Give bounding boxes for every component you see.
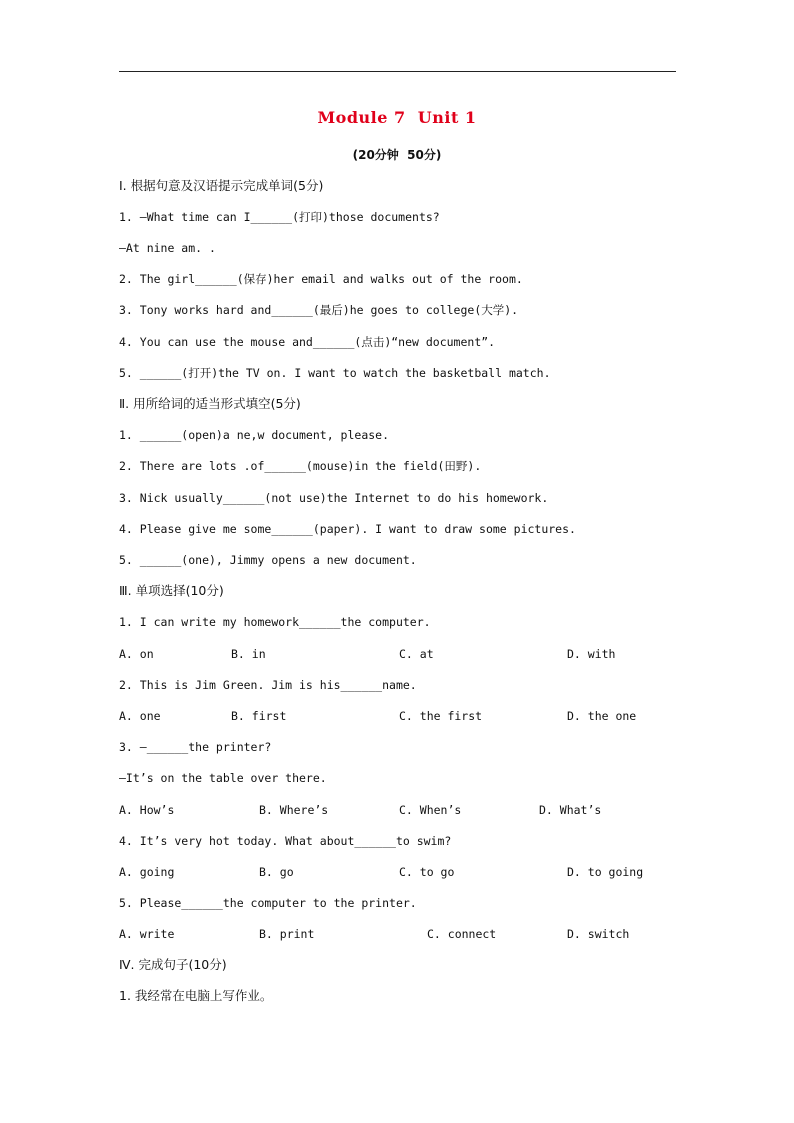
section-4-heading: Ⅳ. 完成句子(10分): [119, 957, 227, 972]
header-rule: [119, 71, 676, 72]
option-b: B. go: [259, 865, 294, 879]
worksheet-subtitle: (20分钟 50分): [352, 148, 442, 162]
option-b: B. in: [231, 647, 266, 661]
option-a: A. How’s: [119, 803, 175, 817]
worksheet-title: Module 7 Unit 1: [317, 108, 477, 127]
option-d: D. the one: [567, 709, 637, 723]
question-line: 1. ______(open)a ne,w document, please.: [119, 428, 390, 442]
question-line: 5. ______(one), Jimmy opens a new document.: [119, 553, 417, 567]
question-line: 4. It’s very hot today. What about______to swim?: [119, 834, 452, 848]
question-line: 2. The girl______(保存)her email and walks out of the room.: [119, 272, 523, 286]
question-line: 5. Please______the computer to the printer.: [119, 896, 417, 910]
option-a: A. going: [119, 865, 175, 879]
question-line: 1. 我经常在电脑上写作业。: [119, 988, 273, 1003]
question-line: 4. You can use the mouse and______(点击)“new document”.: [119, 335, 496, 349]
option-c: C. When’s: [399, 803, 462, 817]
option-d: D. switch: [567, 927, 630, 941]
question-line: —At nine am. .: [119, 241, 216, 255]
question-line: 4. Please give me some______(paper). I want to draw some pictures.: [119, 522, 576, 536]
option-a: A. on: [119, 647, 154, 661]
option-a: A. write: [119, 927, 175, 941]
question-line: 5. ______(打开)the TV on. I want to watch the basketball match.: [119, 366, 551, 380]
question-line: 1. I can write my homework______the computer.: [119, 615, 431, 629]
question-line: 2. There are lots .of______(mouse)in the field(田野).: [119, 459, 482, 473]
option-c: C. connect: [427, 927, 497, 941]
section-1-heading: Ⅰ. 根据句意及汉语提示完成单词(5分): [119, 178, 324, 193]
section-2-heading: Ⅱ. 用所给词的适当形式填空(5分): [119, 396, 301, 411]
option-a: A. one: [119, 709, 161, 723]
question-line: 3. —______the printer?: [119, 740, 272, 754]
option-c: C. the first: [399, 709, 483, 723]
option-b: B. first: [231, 709, 287, 723]
option-d: D. What’s: [539, 803, 602, 817]
question-line: 2. This is Jim Green. Jim is his______name.: [119, 678, 417, 692]
option-b: B. print: [259, 927, 315, 941]
question-line: 3. Nick usually______(not use)the Internet to do his homework.: [119, 491, 549, 505]
option-d: D. to going: [567, 865, 644, 879]
option-c: C. to go: [399, 865, 455, 879]
question-line: 3. Tony works hard and______(最后)he goes to college(大学).: [119, 303, 519, 317]
question-line: —It’s on the table over there.: [119, 771, 327, 785]
option-d: D. with: [567, 647, 616, 661]
section-3-heading: Ⅲ. 单项选择(10分): [119, 583, 224, 598]
option-c: C. at: [399, 647, 434, 661]
question-line: 1. —What time can I______(打印)those documents?: [119, 210, 440, 224]
option-b: B. Where’s: [259, 803, 329, 817]
